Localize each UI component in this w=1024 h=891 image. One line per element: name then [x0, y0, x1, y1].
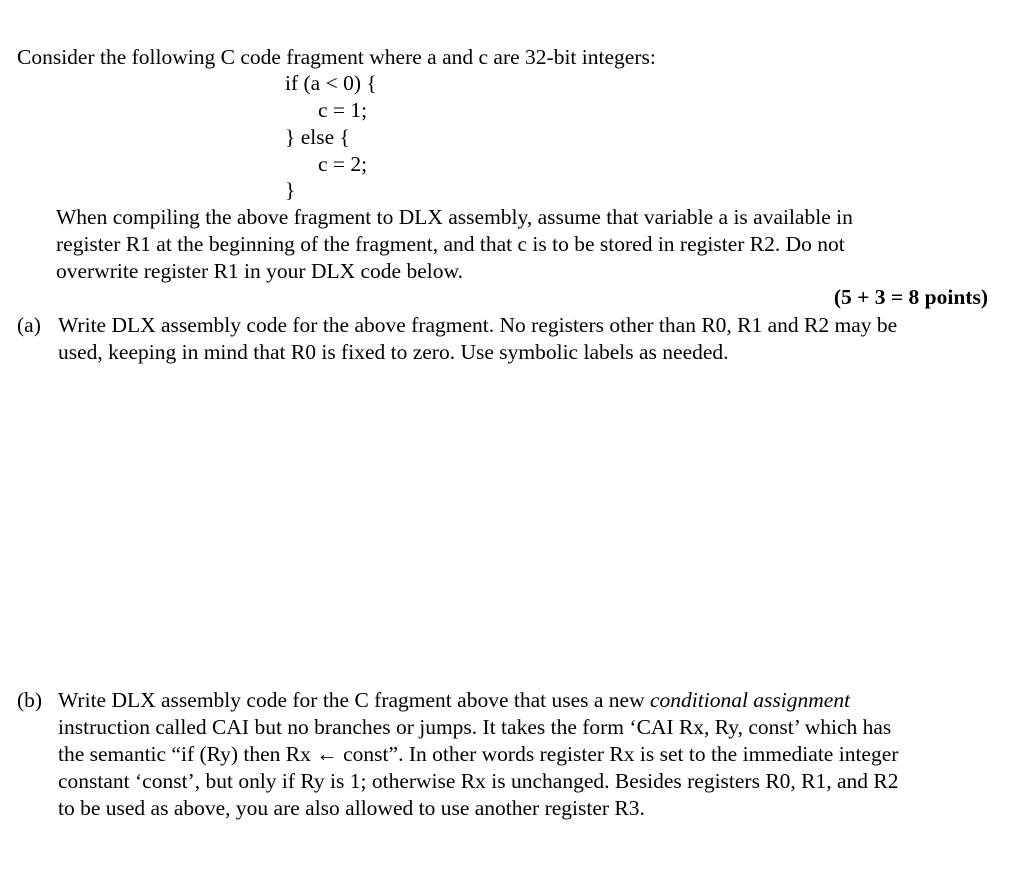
intro-text: Consider the following C code fragment where a and c are 32-bit integers: — [17, 45, 656, 69]
code-line-else-body: c = 2; — [318, 152, 368, 176]
part-b-line — [58, 687, 850, 714]
part-a-line: Write DLX assembly code for the above fragment. No registers other than R0, R1 and R2 may be — [58, 313, 898, 337]
code-line-then: c = 1; — [318, 98, 368, 122]
part-a-label: (a) — [17, 313, 41, 337]
points-label: (5 + 3 = 8 points) — [833, 285, 988, 309]
answer-space-a[interactable] — [56, 370, 986, 680]
part-b-line: the semantic “if (Ry) then Rx ← const”. In other words register Rx is set to the immediate integer — [58, 742, 899, 766]
context-line: register R1 at the beginning of the fragment, and that c is to be stored in register R2. Do not — [56, 232, 845, 256]
code-line-else: } else { — [285, 125, 350, 149]
part-b-line1-text: Write DLX assembly code for the C fragment above that uses a new — [58, 688, 650, 712]
part-b-line: to be used as above, you are also allowed to use another register R3. — [58, 796, 645, 820]
code-line-close: } — [285, 178, 296, 202]
part-b-emphasis: conditional assignment — [650, 688, 851, 712]
context-line: overwrite register R1 in your DLX code below. — [56, 259, 463, 283]
context-line: When compiling the above fragment to DLX assembly, assume that variable a is available in — [56, 205, 853, 229]
part-b-line: instruction called CAI but no branches or jumps. It takes the form ‘CAI Rx, Ry, const’ which has — [58, 715, 892, 739]
part-a-line: used, keeping in mind that R0 is fixed to zero. Use symbolic labels as needed. — [58, 340, 729, 364]
code-line-if: if (a < 0) { — [285, 71, 377, 95]
part-b-line: constant ‘const’, but only if Ry is 1; otherwise Rx is unchanged. Besides registers R0, R1, and R2 — [58, 769, 899, 793]
part-b-label: (b) — [17, 688, 43, 712]
